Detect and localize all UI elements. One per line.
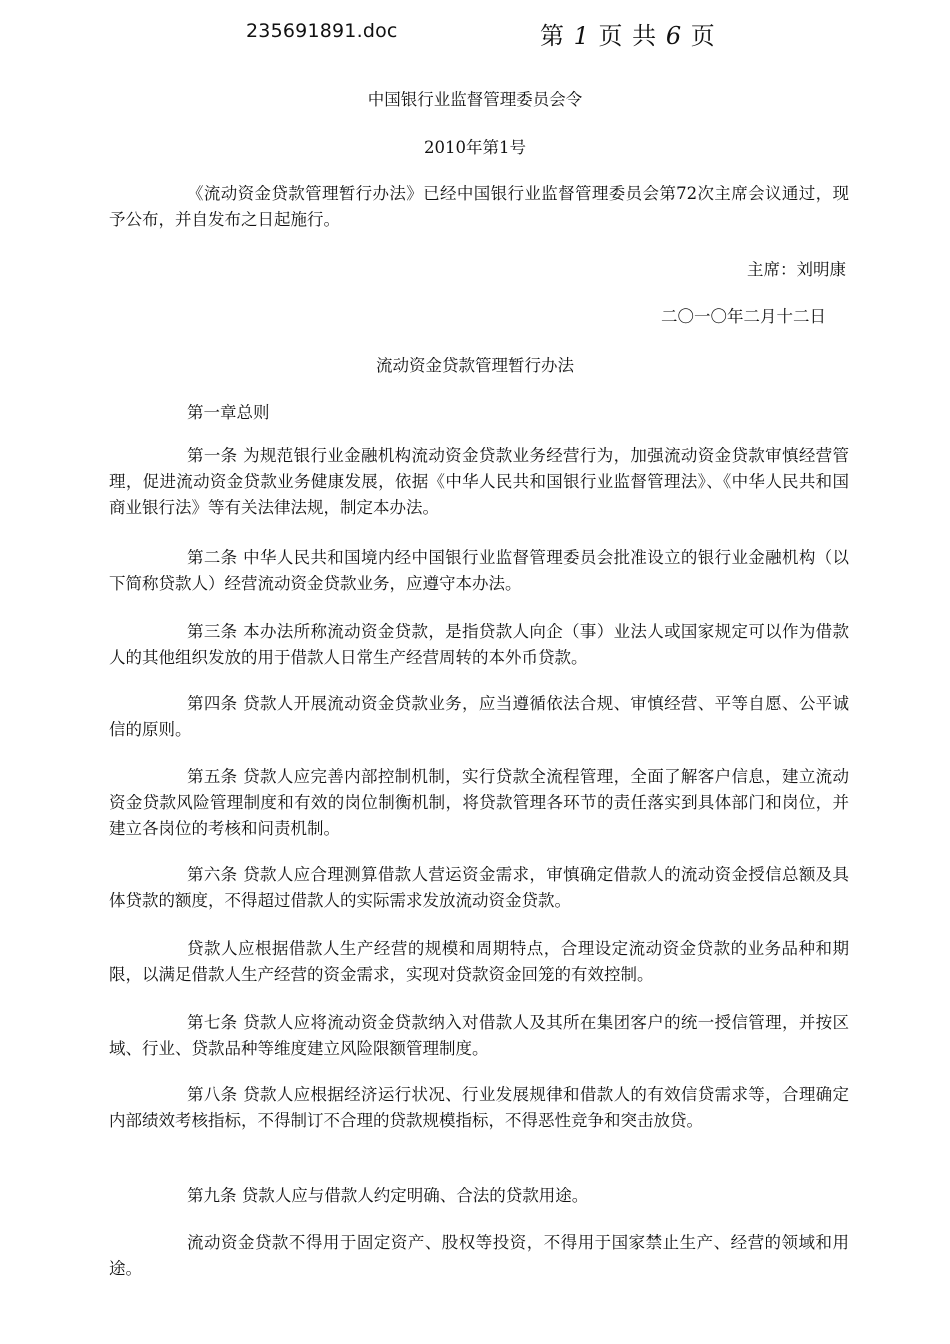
article-7: 第七条 贷款人应将流动资金贷款纳入对借款人及其所在集团客户的统一授信管理，并按区域、行业、贷款品种等维度建立风险限额管理制度。 bbox=[109, 1013, 849, 1058]
article-4: 第四条 贷款人开展流动资金贷款业务，应当遵循依法合规、审慎经营、平等自愿、公平诚信的原则。 bbox=[109, 694, 849, 739]
page-total: 6 bbox=[665, 22, 683, 50]
issue-date: 二〇一〇年二月十二日 bbox=[661, 307, 826, 326]
intro-paragraph: 《流动资金贷款管理暂行办法》已经中国银行业监督管理委员会第72次主席会议通过，现予公布，并自发布之日起施行。 bbox=[109, 184, 849, 229]
article-2: 第二条 中华人民共和国境内经中国银行业监督管理委员会批准设立的银行业金融机构（以下简称贷款人）经营流动资金贷款业务，应遵守本办法。 bbox=[109, 548, 849, 593]
page-prefix: 第 bbox=[540, 22, 574, 50]
article-9: 第九条 贷款人应与借款人约定明确、合法的贷款用途。 bbox=[187, 1186, 589, 1205]
chairman-signature: 主席：刘明康 bbox=[747, 260, 846, 279]
page-middle: 页 共 bbox=[589, 22, 666, 50]
chapter-heading: 第一章总则 bbox=[187, 403, 270, 422]
document-title: 流动资金贷款管理暂行办法 bbox=[376, 356, 574, 375]
article-8: 第八条 贷款人应根据经济运行状况、行业发展规律和借款人的有效信贷需求等，合理确定内部绩效考核指标，不得制订不合理的贷款规模指标，不得恶性竞争和突击放贷。 bbox=[109, 1085, 849, 1130]
article-6: 第六条 贷款人应合理测算借款人营运资金需求，审慎确定借款人的流动资金授信总额及具体贷款的额度，不得超过借款人的实际需求发放流动资金贷款。 bbox=[109, 865, 849, 910]
header-filename: 235691891.doc bbox=[246, 20, 398, 42]
order-number: 2010年第1号 bbox=[424, 138, 526, 157]
article-3: 第三条 本办法所称流动资金贷款，是指贷款人向企（事）业法人或国家规定可以作为借款人的其他组织发放的用于借款人日常生产经营周转的本外币贷款。 bbox=[109, 622, 849, 667]
article-9-paragraph-2: 流动资金贷款不得用于固定资产、股权等投资，不得用于国家禁止生产、经营的领域和用途。 bbox=[109, 1233, 849, 1278]
issuer-heading: 中国银行业监督管理委员会令 bbox=[367, 90, 583, 109]
page-suffix: 页 bbox=[682, 22, 716, 50]
article-5: 第五条 贷款人应完善内部控制机制，实行贷款全流程管理，全面了解客户信息，建立流动资金贷款风险管理制度和有效的岗位制衡机制，将贷款管理各环节的责任落实到具体部门和岗位，并建立各岗位的考核和问责机制。 bbox=[109, 767, 849, 838]
article-6-paragraph-2: 贷款人应根据借款人生产经营的规模和周期特点，合理设定流动资金贷款的业务品种和期限，以满足借款人生产经营的资金需求，实现对贷款资金回笼的有效控制。 bbox=[109, 939, 849, 984]
header-page-indicator bbox=[540, 16, 716, 51]
article-1: 第一条 为规范银行业金融机构流动资金贷款业务经营行为，加强流动资金贷款审慎经营管理，促进流动资金贷款业务健康发展，依据《中华人民共和国银行业监督管理法》、《中华人民共和国商业银行法》等有关法律法规，制定本办法。 bbox=[109, 446, 849, 517]
page-current: 1 bbox=[573, 22, 590, 50]
